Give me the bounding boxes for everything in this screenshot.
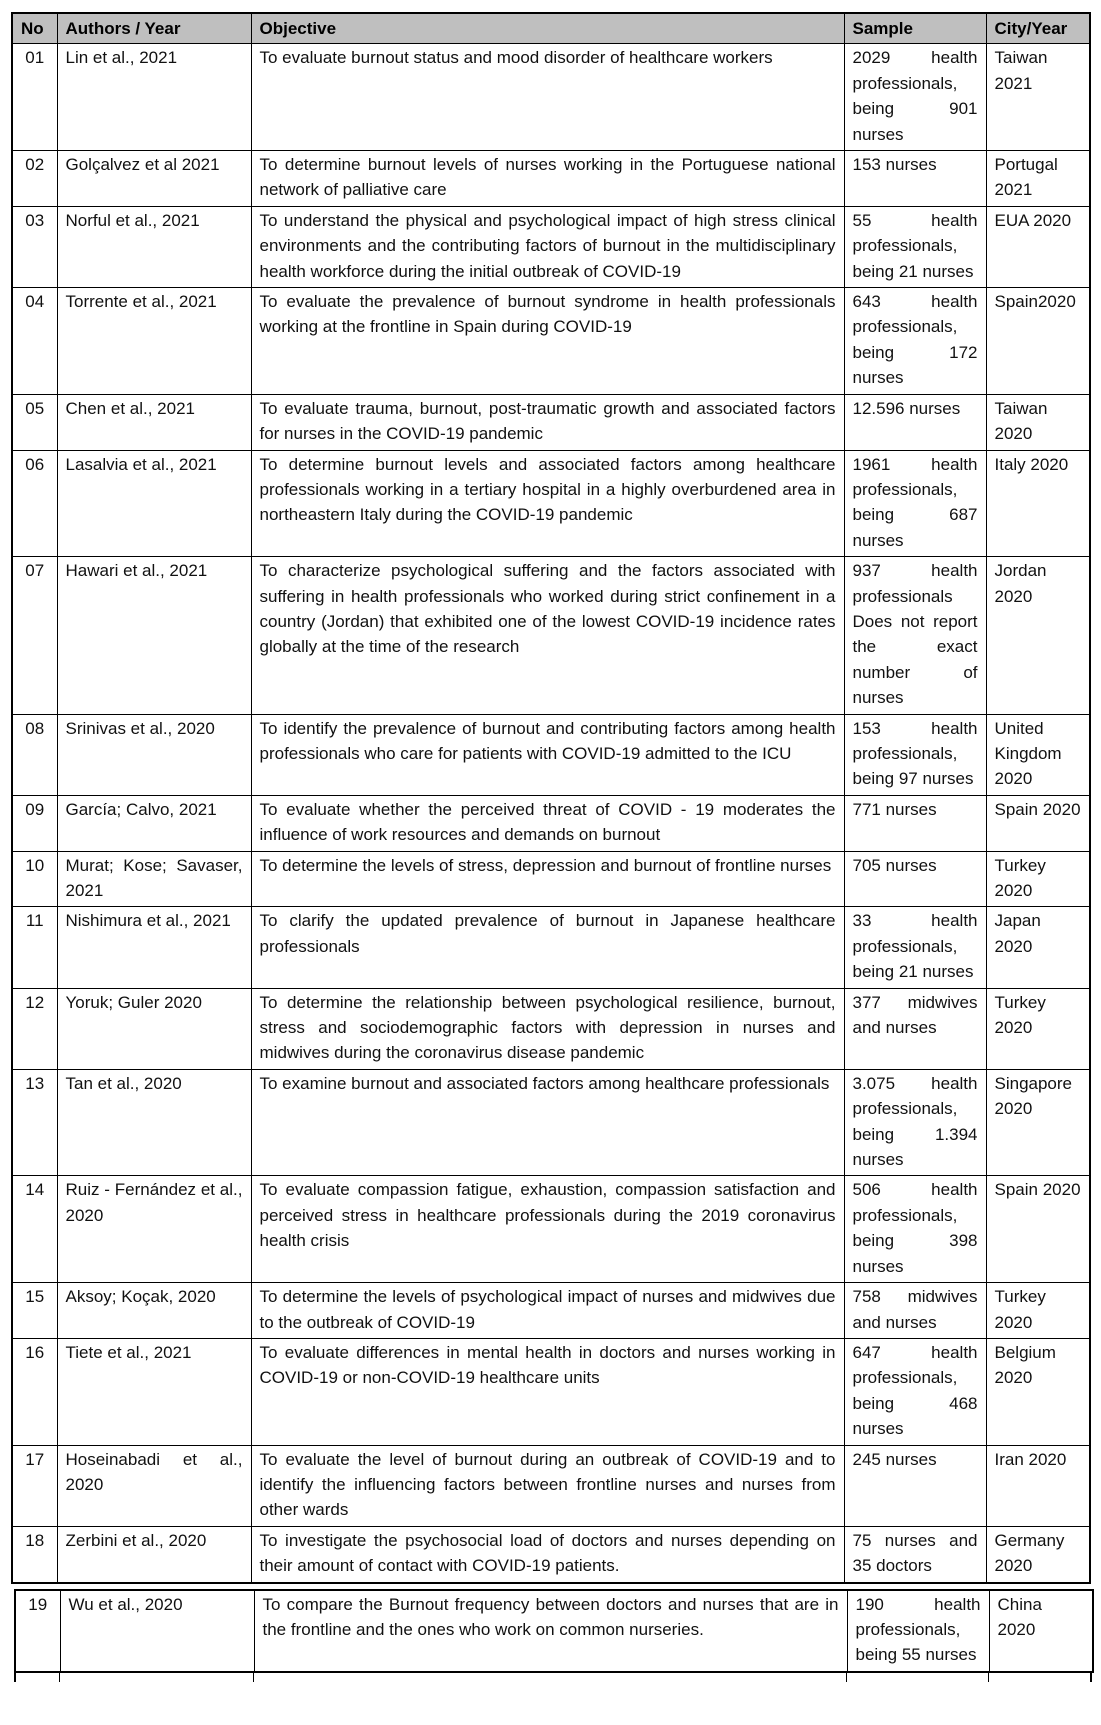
cell-objective: To understand the physical and psychological impact of high stress clinical environments and the contributing factors of burnout in the multidisciplinary health workforce during the initial outbreak of COVID-19: [251, 206, 844, 287]
cell-objective: To determine burnout levels of nurses working in the Portuguese national network of palliative care: [251, 151, 844, 207]
table-row: [12, 1338, 1090, 1445]
cell-authors: García; Calvo, 2021: [57, 795, 251, 851]
cell-no: 05: [12, 394, 57, 450]
cell-authors: Yoruk; Guler 2020: [57, 988, 251, 1069]
cell-authors: Norful et al., 2021: [57, 206, 251, 287]
cell-objective: To determine the levels of stress, depression and burnout of frontline nurses: [251, 851, 844, 907]
cell-authors: Murat; Kose; Savaser, 2021: [57, 851, 251, 907]
cell-no: 03: [12, 206, 57, 287]
cell-authors: Srinivas et al., 2020: [57, 714, 251, 795]
cell-sample: 1961 health professionals, being 687 nurses: [844, 450, 986, 557]
cell-sample: 643 health professionals, being 172 nurses: [844, 288, 986, 395]
cell-objective: To investigate the psychosocial load of doctors and nurses depending on their amount of contact with COVID-19 patients.: [251, 1526, 844, 1582]
table-header-row: [12, 13, 1090, 44]
cell-no: 13: [12, 1069, 57, 1176]
cell-no: 16: [12, 1338, 57, 1445]
cell-no: 19: [15, 1590, 60, 1672]
cell-no: 10: [12, 851, 57, 907]
cell-city-year: China 2020: [989, 1590, 1093, 1672]
cell-objective: To evaluate burnout status and mood disorder of healthcare workers: [251, 44, 844, 151]
cell-sample: 33 health professionals, being 21 nurses: [844, 907, 986, 988]
cell-sample: 758 midwives and nurses: [844, 1283, 986, 1339]
cell-no: 17: [12, 1445, 57, 1526]
cell-authors: Lin et al., 2021: [57, 44, 251, 151]
cell-objective: To determine the levels of psychological impact of nurses and midwives due to the outbreak of COVID-19: [251, 1283, 844, 1339]
cell-authors: Tan et al., 2020: [57, 1069, 251, 1176]
cell-objective: To characterize psychological suffering and the factors associated with suffering in health professionals who worked during strict confinement in a country (Jordan) that exhibited one of the lowest COVID-19 incidence rates globally at the time of the research: [251, 557, 844, 714]
cell-authors: Wu et al., 2020: [60, 1590, 254, 1672]
cell-city-year: Jordan 2020: [986, 557, 1090, 714]
cell-authors: Aksoy; Koçak, 2020: [57, 1283, 251, 1339]
cell-city-year: Turkey 2020: [986, 988, 1090, 1069]
cell-no: 15: [12, 1283, 57, 1339]
cell-city-year: Iran 2020: [986, 1445, 1090, 1526]
cell-sample: 55 health professionals, being 21 nurses: [844, 206, 986, 287]
cell-no: 06: [12, 450, 57, 557]
cell-sample: 3.075 health professionals, being 1.394 nurses: [844, 1069, 986, 1176]
cell-no: 12: [12, 988, 57, 1069]
cell-sample: 647 health professionals, being 468 nurses: [844, 1338, 986, 1445]
cell-no: 11: [12, 907, 57, 988]
studies-table-continuation: [14, 1589, 1094, 1673]
next-row-cutoff-stub: [14, 1673, 1092, 1682]
cell-objective: To evaluate trauma, burnout, post-traumatic growth and associated factors for nurses in the COVID-19 pandemic: [251, 394, 844, 450]
cell-objective: To evaluate the prevalence of burnout syndrome in health professionals working at the frontline in Spain during COVID-19: [251, 288, 844, 395]
cell-sample: 2029 health professionals, being 901 nurses: [844, 44, 986, 151]
cell-sample: 12.596 nurses: [844, 394, 986, 450]
cell-authors: Zerbini et al., 2020: [57, 1526, 251, 1582]
table-row: [12, 288, 1090, 395]
cell-sample: 705 nurses: [844, 851, 986, 907]
cell-authors: Hoseinabadi et al., 2020: [57, 1445, 251, 1526]
cell-authors: Hawari et al., 2021: [57, 557, 251, 714]
cell-city-year: Spain 2020: [986, 795, 1090, 851]
cell-authors: Nishimura et al., 2021: [57, 907, 251, 988]
cell-objective: To evaluate whether the perceived threat of COVID - 19 moderates the influence of work resources and demands on burnout: [251, 795, 844, 851]
cell-no: 09: [12, 795, 57, 851]
cell-objective: To evaluate the level of burnout during an outbreak of COVID-19 and to identify the influencing factors between frontline nurses and nurses from other wards: [251, 1445, 844, 1526]
table-row: [12, 1069, 1090, 1176]
cell-no: 08: [12, 714, 57, 795]
cell-sample: 190 health professionals, being 55 nurses: [847, 1590, 989, 1672]
header-cell-no: No: [12, 13, 57, 44]
table-row: [12, 151, 1090, 207]
table-row: [12, 795, 1090, 851]
table-row: [15, 1590, 1093, 1672]
cell-city-year: Singapore 2020: [986, 1069, 1090, 1176]
studies-table: [11, 12, 1091, 1584]
table-row: [12, 907, 1090, 988]
cell-city-year: Italy 2020: [986, 450, 1090, 557]
cell-authors: Torrente et al., 2021: [57, 288, 251, 395]
header-cell-city-year: City/Year: [986, 13, 1090, 44]
cell-city-year: Portugal 2021: [986, 151, 1090, 207]
cell-no: 04: [12, 288, 57, 395]
table-row: [12, 1176, 1090, 1283]
header-cell-sample: Sample: [844, 13, 986, 44]
header-cell-authors: Authors / Year: [57, 13, 251, 44]
cell-city-year: EUA 2020: [986, 206, 1090, 287]
table-row: [12, 1526, 1090, 1582]
cell-city-year: Germany 2020: [986, 1526, 1090, 1582]
cell-objective: To compare the Burnout frequency between doctors and nurses that are in the frontline and the ones who work on common nurseries.: [254, 1590, 847, 1672]
cell-city-year: Japan 2020: [986, 907, 1090, 988]
cell-no: 02: [12, 151, 57, 207]
table-row: [12, 206, 1090, 287]
cell-city-year: Spain2020: [986, 288, 1090, 395]
cell-authors: Chen et al., 2021: [57, 394, 251, 450]
cell-objective: To determine burnout levels and associated factors among healthcare professionals working in a tertiary hospital in a highly overburdened area in northeastern Italy during the COVID-19 pandemic: [251, 450, 844, 557]
cell-authors: Golçalvez et al 2021: [57, 151, 251, 207]
cell-no: 14: [12, 1176, 57, 1283]
table-row: [12, 714, 1090, 795]
table-row: [12, 394, 1090, 450]
cell-objective: To determine the relationship between psychological resilience, burnout, stress and sociodemographic factors with depression in nurses and midwives during the coronavirus disease pandemic: [251, 988, 844, 1069]
cell-objective: To evaluate compassion fatigue, exhaustion, compassion satisfaction and perceived stress in healthcare professionals during the 2019 coronavirus health crisis: [251, 1176, 844, 1283]
cell-no: 18: [12, 1526, 57, 1582]
header-cell-objective: Objective: [251, 13, 844, 44]
cell-city-year: Taiwan 2020: [986, 394, 1090, 450]
cell-sample: 245 nurses: [844, 1445, 986, 1526]
table-row: [12, 557, 1090, 714]
cell-city-year: Belgium 2020: [986, 1338, 1090, 1445]
cell-city-year: Turkey 2020: [986, 851, 1090, 907]
cell-objective: To examine burnout and associated factors among healthcare professionals: [251, 1069, 844, 1176]
cell-objective: To clarify the updated prevalence of burnout in Japanese healthcare professionals: [251, 907, 844, 988]
cell-authors: Lasalvia et al., 2021: [57, 450, 251, 557]
cell-no: 01: [12, 44, 57, 151]
cell-authors: Tiete et al., 2021: [57, 1338, 251, 1445]
table-row: [12, 1283, 1090, 1339]
cell-objective: To evaluate differences in mental health in doctors and nurses working in COVID-19 or non-COVID-19 healthcare units: [251, 1338, 844, 1445]
cell-objective: To identify the prevalence of burnout and contributing factors among health professionals who care for patients with COVID-19 admitted to the ICU: [251, 714, 844, 795]
cell-sample: 377 midwives and nurses: [844, 988, 986, 1069]
cell-sample: 771 nurses: [844, 795, 986, 851]
cell-authors: Ruiz - Fernández et al., 2020: [57, 1176, 251, 1283]
cell-sample: 937 health professionals Does not report the exact number of nurses: [844, 557, 986, 714]
cell-sample: 153 nurses: [844, 151, 986, 207]
cell-city-year: Taiwan 2021: [986, 44, 1090, 151]
cell-city-year: Spain 2020: [986, 1176, 1090, 1283]
table-row: [12, 988, 1090, 1069]
cell-city-year: United Kingdom 2020: [986, 714, 1090, 795]
table-row: [12, 450, 1090, 557]
cell-sample: 75 nurses and 35 doctors: [844, 1526, 986, 1582]
table-row: [12, 1445, 1090, 1526]
table-row: [12, 851, 1090, 907]
cell-no: 07: [12, 557, 57, 714]
cell-sample: 506 health professionals, being 398 nurses: [844, 1176, 986, 1283]
table-row: [12, 44, 1090, 151]
cell-city-year: Turkey 2020: [986, 1283, 1090, 1339]
cell-sample: 153 health professionals, being 97 nurses: [844, 714, 986, 795]
